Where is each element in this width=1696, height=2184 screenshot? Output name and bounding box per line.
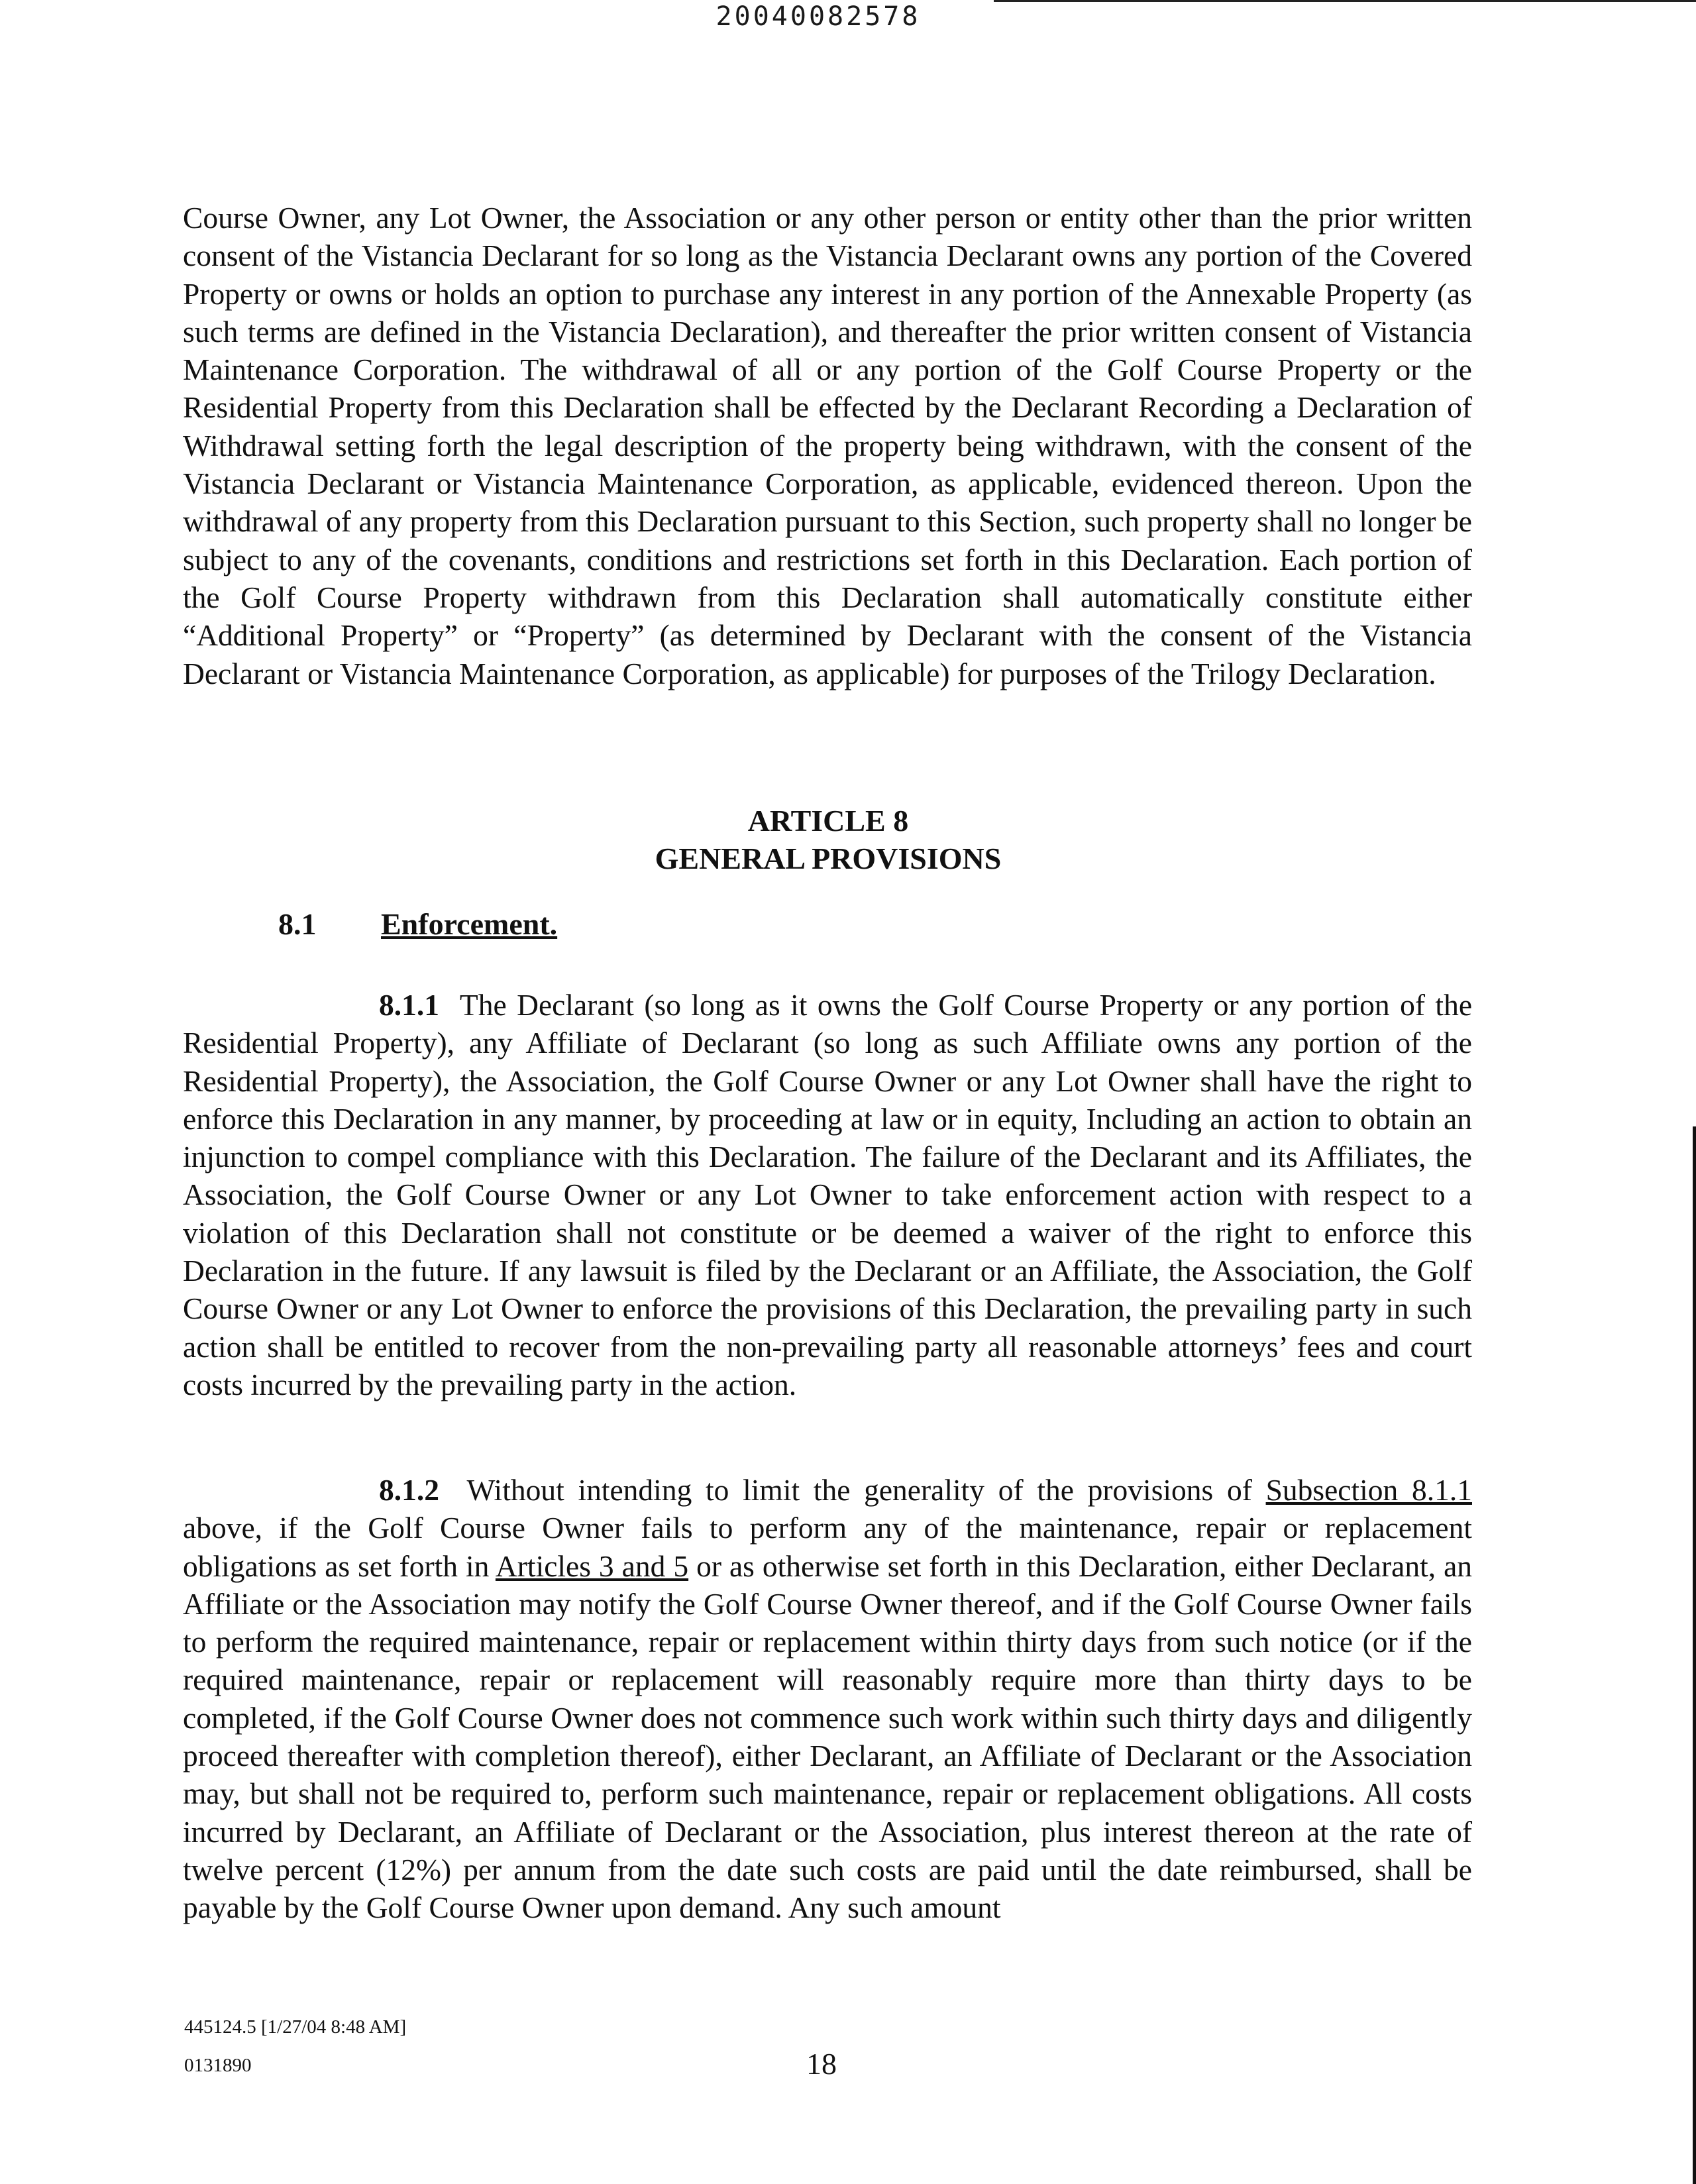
article-number: ARTICLE 8 [747, 804, 909, 838]
section-number: 8.1 [278, 907, 317, 941]
section-heading [278, 905, 557, 943]
section-title: Enforcement. [381, 907, 558, 941]
subsection-text: The Declarant (so long as it owns the Golf Course Property or any portion of the Residential Property), any Affiliate of Declarant (so long as such Affiliate owns any portion of the Residential Property), the Association, the Golf Course Owner or any Lot Owner shall have the right to enforce this Declaration in any manner, by proceeding at law or in equity, Including an action to obtain an injunction to compel compliance with this Declaration. The failure of the Declarant and its Affiliates, the Association, the Golf Course Owner or any Lot Owner to take enforcement action with respect to a violation of this Declaration shall not constitute or be deemed a waiver of the right to enforce this Declaration in the future. If any lawsuit is filed by the Declarant or an Affiliate, the Association, the Golf Course Owner or any Lot Owner to enforce the provisions of this Declaration, the prevailing party in such action shall be entitled to recover from the non-prevailing party all reasonable attorneys’ fees and court costs incurred by the prevailing party in the action. [183, 988, 1473, 1401]
footer-client-number: 0131890 [184, 2055, 252, 2076]
subsection-8-1-1 [183, 986, 1472, 1403]
continued-paragraph: Course Owner, any Lot Owner, the Association or any other person or entity other than the prior written consent of the Vistancia Declarant for so long as the Vistancia Declarant owns any portion of the Covered Property or owns or holds an option to purchase any interest in any portion of the Annexable Property (as such terms are defined in the Vistancia Declaration), and thereafter the prior written consent of Vistancia Maintenance Corporation. The withdrawal of all or any portion of the Golf Course Property or the Residential Property from this Declaration shall be effected by the Declarant Recording a Declaration of Withdrawal setting forth the legal description of the property being withdrawn, with the consent of the Vistancia Declarant or Vistancia Maintenance Corporation, as applicable, evidenced thereon. Upon the withdrawal of any property from this Declaration pursuant to this Section, such property shall no longer be subject to any of the covenants, conditions and restrictions set forth in this Declaration. Each portion of the Golf Course Property withdrawn from this Declaration shall automatically constitute either “Additional Property” or “Property” (as determined by Declarant with the consent of the Vistancia Declarant or Vistancia Maintenance Corporation, as applicable) for purposes of the Trilogy Declaration. [183, 201, 1472, 690]
subsection-text: or as otherwise set forth in this Declaration, either Declarant, an Affiliate or the Association may notify the Golf Course Owner thereof, and if the Golf Course Owner fails to perform the required maintenance, repair or replacement within thirty days from such notice (or if the required maintenance, repair or replacement will reasonably require more than thirty days to be completed, if the Golf Course Owner does not commence such work within such thirty days and diligently proceed thereafter with completion thereof), either Declarant, an Affiliate of Declarant or the Association may, but shall not be required to, perform such maintenance, repair or replacement obligations. All costs incurred by Declarant, an Affiliate of Declarant or the Association, plus interest thereon at the rate of twelve percent (12%) per annum from the date such costs are paid until the date reimbursed, shall be payable by the Golf Course Owner upon demand. Any such amount [183, 1549, 1473, 1925]
footer-doc-id: 445124.5 [1/27/04 8:48 AM] [184, 2016, 407, 2038]
article-heading [0, 802, 1656, 877]
articles-reference: Articles 3 and 5 [495, 1549, 689, 1583]
top-rule [994, 0, 1696, 2]
subsection-text: Without intending to limit the generality of the provisions of [466, 1473, 1252, 1507]
recording-number: 20040082578 [716, 1, 921, 32]
footer-document-info [184, 2008, 406, 2085]
article-title: GENERAL PROVISIONS [655, 842, 1002, 875]
subsection-number: 8.1.1 [379, 988, 439, 1022]
subsection-reference: Subsection 8.1.1 [1265, 1473, 1472, 1507]
subsection-8-1-2 [183, 1471, 1472, 1927]
right-margin-rule [1693, 1126, 1696, 2184]
subsection-text: above, if the Golf Course Owner fails to perform any of the maintenance, repair or replacement obligations as set forth in [183, 1511, 1472, 1583]
page-number: 18 [806, 2047, 837, 2081]
subsection-number: 8.1.2 [379, 1473, 439, 1507]
